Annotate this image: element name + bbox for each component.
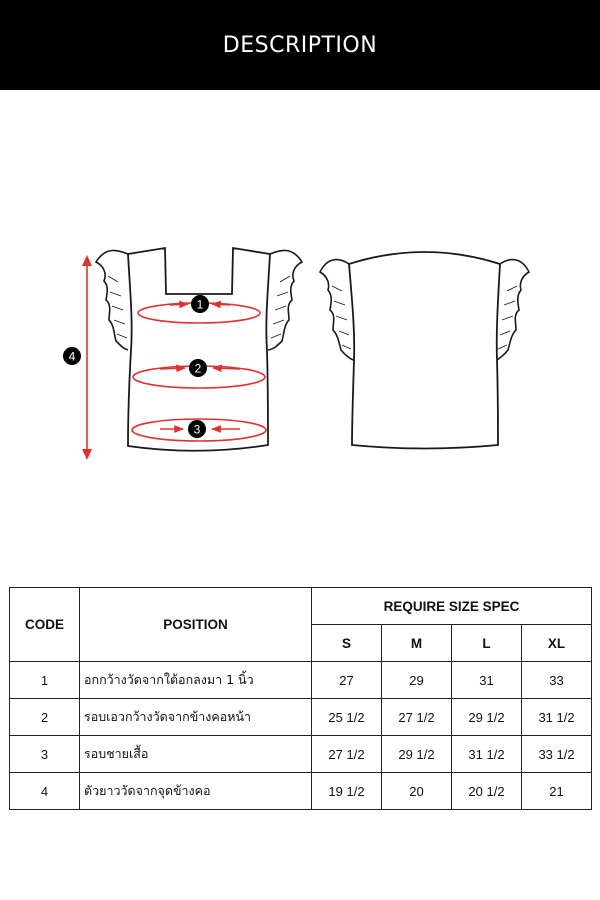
row-position: รอบชายเสื้อ — [80, 736, 312, 773]
row-value-s: 27 1/2 — [312, 736, 382, 773]
row-value-m: 29 — [382, 662, 452, 699]
row-value-l: 31 — [452, 662, 522, 699]
row-position: ตัวยาววัดจากจุดข้างคอ — [80, 773, 312, 810]
table-row — [10, 773, 592, 810]
header-size-l: L — [452, 625, 522, 662]
row-code: 4 — [10, 773, 80, 810]
table-row — [10, 662, 592, 699]
row-value-l: 20 1/2 — [452, 773, 522, 810]
garment-diagram — [0, 200, 600, 500]
row-value-s: 25 1/2 — [312, 699, 382, 736]
row-position: รอบเอวกว้างวัดจากข้างคอหน้า — [80, 699, 312, 736]
marker-3 — [188, 420, 206, 438]
header-code: CODE — [10, 588, 80, 662]
table-row — [10, 699, 592, 736]
row-code: 1 — [10, 662, 80, 699]
row-value-m: 29 1/2 — [382, 736, 452, 773]
row-value-s: 27 — [312, 662, 382, 699]
blouse-back-icon — [320, 252, 529, 449]
row-value-xl: 21 — [522, 773, 592, 810]
svg-text:4: 4 — [68, 349, 76, 364]
row-value-l: 29 1/2 — [452, 699, 522, 736]
row-value-xl: 33 — [522, 662, 592, 699]
row-code: 3 — [10, 736, 80, 773]
header-position: POSITION — [80, 588, 312, 662]
page-header — [0, 0, 600, 90]
header-require-size-spec: REQUIRE SIZE SPEC — [312, 588, 592, 625]
row-value-m: 27 1/2 — [382, 699, 452, 736]
size-spec-table — [9, 587, 592, 810]
row-value-m: 20 — [382, 773, 452, 810]
row-value-s: 19 1/2 — [312, 773, 382, 810]
row-value-xl: 33 1/2 — [522, 736, 592, 773]
row-value-l: 31 1/2 — [452, 736, 522, 773]
row-value-xl: 31 1/2 — [522, 699, 592, 736]
marker-1 — [191, 295, 209, 313]
row-position: อกกว้างวัดจากใต้อกลงมา 1 นิ้ว — [80, 662, 312, 699]
header-size-s: S — [312, 625, 382, 662]
svg-text:3: 3 — [193, 422, 201, 437]
header-size-xl: XL — [522, 625, 592, 662]
header-size-m: M — [382, 625, 452, 662]
svg-text:1: 1 — [196, 297, 204, 312]
page-title: DESCRIPTION — [222, 32, 378, 58]
svg-text:2: 2 — [194, 361, 202, 376]
row-code: 2 — [10, 699, 80, 736]
marker-4 — [63, 347, 81, 365]
marker-2 — [189, 359, 207, 377]
table-row — [10, 736, 592, 773]
